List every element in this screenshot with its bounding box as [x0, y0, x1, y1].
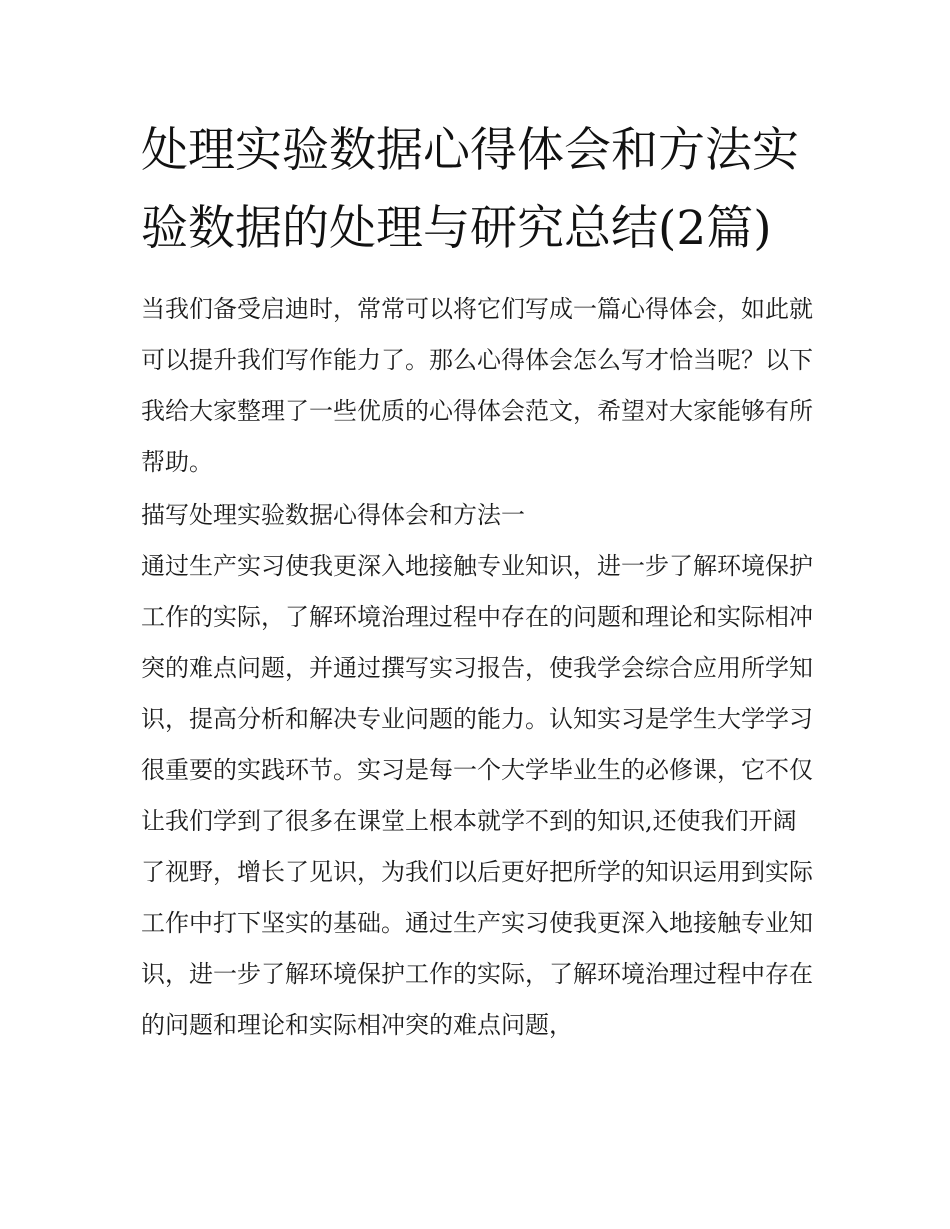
intro-paragraph: 当我们备受启迪时，常常可以将它们写成一篇心得体会，如此就可以提升我们写作能力了。那么心得体会怎么写才恰当呢？以下我给大家整理了一些优质的心得体会范文，希望对大家能够有所帮助。: [141, 295, 813, 476]
section-paragraph: 通过生产实习使我更深入地接触专业知识，进一步了解环境保护工作的实际，了解环境治理过程中存在的问题和理论和实际相冲突的难点问题，并通过撰写实习报告，使我学会综合应用所学知识，提高分析和解决专业问题的能力。认知实习是学生大学学习很重要的实践环节。实习是每一个大学毕业生的必修课，它不仅让我们学到了很多在课堂上根本就学不到的知识,还使我们开阔了视野，增长了见识，为我们以后更好把所学的知识运用到实际工作中打下坚实的基础。通过生产实习使我更深入地接触专业知识，进一步了解环境保护工作的实际，了解环境治理过程中存在的问题和理论和实际相冲突的难点问题，: [141, 552, 813, 1039]
document-content: [141, 112, 813, 1051]
section-heading: 描写处理实验数据心得体会和方法一: [141, 501, 525, 529]
document-title: 处理实验数据心得体会和方法实验数据的处理与研究总结(2篇): [141, 123, 799, 256]
